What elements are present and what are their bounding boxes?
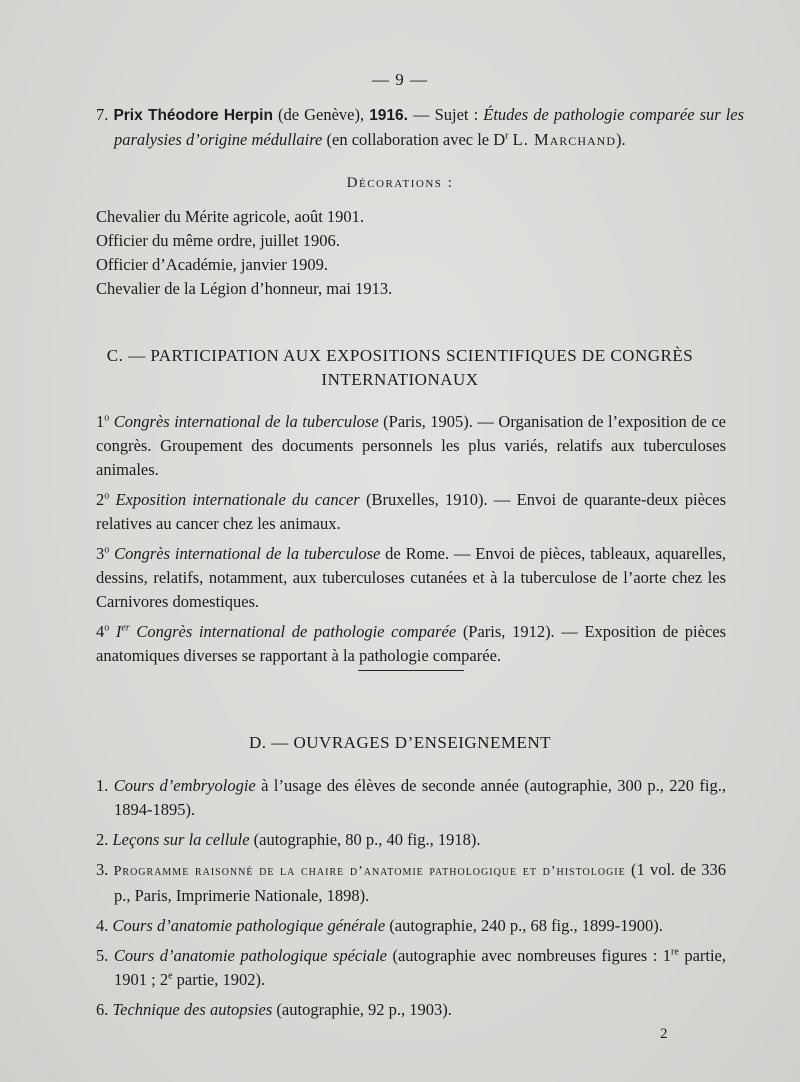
prize-collab-prefix: (en collaboration avec le D	[326, 130, 506, 149]
section-c-title-line2: INTERNATIONAUX	[321, 370, 479, 389]
item-number: 5.	[96, 946, 109, 965]
list-item	[96, 488, 726, 536]
decoration-line: Officier du même ordre, juillet 1906.	[96, 231, 340, 250]
item-number: 2.	[96, 830, 109, 849]
prize-title: Études de pathologie comparée sur les paralysies d’origine médullaire	[114, 105, 745, 149]
list-item	[96, 914, 726, 938]
item-text: (autographie, 240 p., 68 fig., 1899-1900).	[385, 916, 663, 935]
prize-collab-sup: r	[505, 130, 509, 142]
item-text: partie, 1901 ; 2	[114, 946, 727, 989]
item-number: 4.	[96, 916, 109, 935]
list-item	[96, 828, 726, 852]
item-title: Cours d’anatomie pathologique spéciale	[113, 946, 387, 965]
list-item	[96, 944, 726, 992]
list-item	[96, 410, 726, 482]
section-c-list	[96, 410, 726, 674]
item-text: (autographie, 80 p., 40 fig., 1918).	[249, 830, 481, 849]
item-text: (Bruxelles, 1910). — Envoi de quarante-deux pièces relatives au cancer chez les animaux.	[96, 490, 726, 533]
prize-year: 1916.	[369, 107, 408, 124]
item-title-sup: er	[121, 622, 130, 634]
folio: — 9 —	[372, 70, 428, 89]
item-number: 4	[96, 622, 105, 641]
item-title: Cours d’anatomie pathologique générale	[112, 916, 386, 935]
item-title: Congrès international de pathologie comparée	[129, 622, 457, 641]
item-text: (autographie avec nombreuses figures : 1	[387, 946, 672, 965]
item-text: (autographie, 92 p., 1903).	[272, 1000, 452, 1019]
page-number: 2	[660, 1026, 668, 1042]
item-text: à l’usage des élèves de seconde année (autographie, 300 p., 220 fig., 1894-1895).	[114, 776, 726, 819]
list-item	[96, 998, 726, 1022]
decorations-list	[96, 205, 726, 301]
item-title: Exposition internationale du cancer	[115, 490, 360, 509]
prize-entry	[96, 103, 744, 152]
item-sup: e	[168, 970, 173, 982]
item-number: 3	[96, 544, 105, 563]
list-item	[96, 858, 726, 908]
prize-sujet-label: — Sujet :	[413, 105, 479, 124]
decoration-line: Chevalier du Mérite agricole, août 1901.	[96, 207, 365, 226]
section-c-title-line1: C. — PARTICIPATION AUX EXPOSITIONS SCIENTIFIQUES DE CONGRÈS	[106, 346, 694, 365]
section-d-list	[96, 774, 726, 1028]
item-text: (Paris, 1912). — Exposition de pièces anatomiques diverses se rapportant à la pathologie comparée.	[96, 622, 727, 665]
prize-name: Prix Théodore Herpin	[113, 107, 273, 124]
decoration-line: Officier d’Académie, janvier 1909.	[96, 255, 328, 274]
item-number-sup: o	[104, 544, 110, 556]
decoration-line: Chevalier de la Légion d’honneur, mai 1913.	[96, 279, 393, 298]
item-number-sup: o	[104, 412, 110, 424]
item-sup: re	[671, 946, 679, 958]
item-title-prefix: I	[115, 622, 122, 641]
list-item	[96, 620, 726, 668]
prize-number: 7.	[96, 105, 109, 124]
item-title: Congrès international de la tuberculose	[114, 544, 381, 563]
item-number-sup: o	[104, 490, 110, 502]
item-title: Leçons sur la cellule	[112, 830, 250, 849]
prize-collab-name: L. Marchand	[512, 130, 616, 149]
item-title: Congrès international de la tuberculose	[113, 412, 379, 431]
section-d-title: D. — OUVRAGES D’ENSEIGNEMENT	[248, 733, 552, 752]
item-title: Programme raisonné de la chaire d’anatomie pathologique et d’histologie	[113, 864, 626, 879]
item-text: (1 vol. de 336 p., Paris, Imprimerie Nationale, 1898).	[114, 860, 726, 905]
item-number: 1	[96, 412, 105, 431]
item-title: Cours d’embryologie	[113, 776, 256, 795]
item-number: 2	[96, 490, 105, 509]
item-number: 3.	[96, 860, 109, 879]
decorations-heading: Décorations :	[346, 175, 454, 191]
list-item	[96, 774, 726, 822]
item-text: (Paris, 1905). — Organisation de l’exposition de ce congrès. Groupement des documents personnels les plus variés, relatifs aux tuberculoses animales.	[96, 412, 726, 479]
item-text: partie, 1902).	[172, 970, 266, 989]
list-item	[96, 542, 726, 614]
item-number: 6.	[96, 1000, 109, 1019]
item-text: de Rome. — Envoi de pièces, tableaux, aquarelles, dessins, relatifs, notamment, aux tuberculoses cutanées et à la tuberculose de l’aorte chez les Carnivores domestiques.	[96, 544, 727, 611]
item-title: Technique des autopsies	[112, 1000, 273, 1019]
item-number: 1.	[96, 776, 109, 795]
section-divider	[358, 670, 464, 671]
prize-place: (de Genève),	[277, 105, 365, 124]
prize-collab-suffix: ).	[615, 130, 626, 149]
item-number-sup: o	[104, 622, 110, 634]
